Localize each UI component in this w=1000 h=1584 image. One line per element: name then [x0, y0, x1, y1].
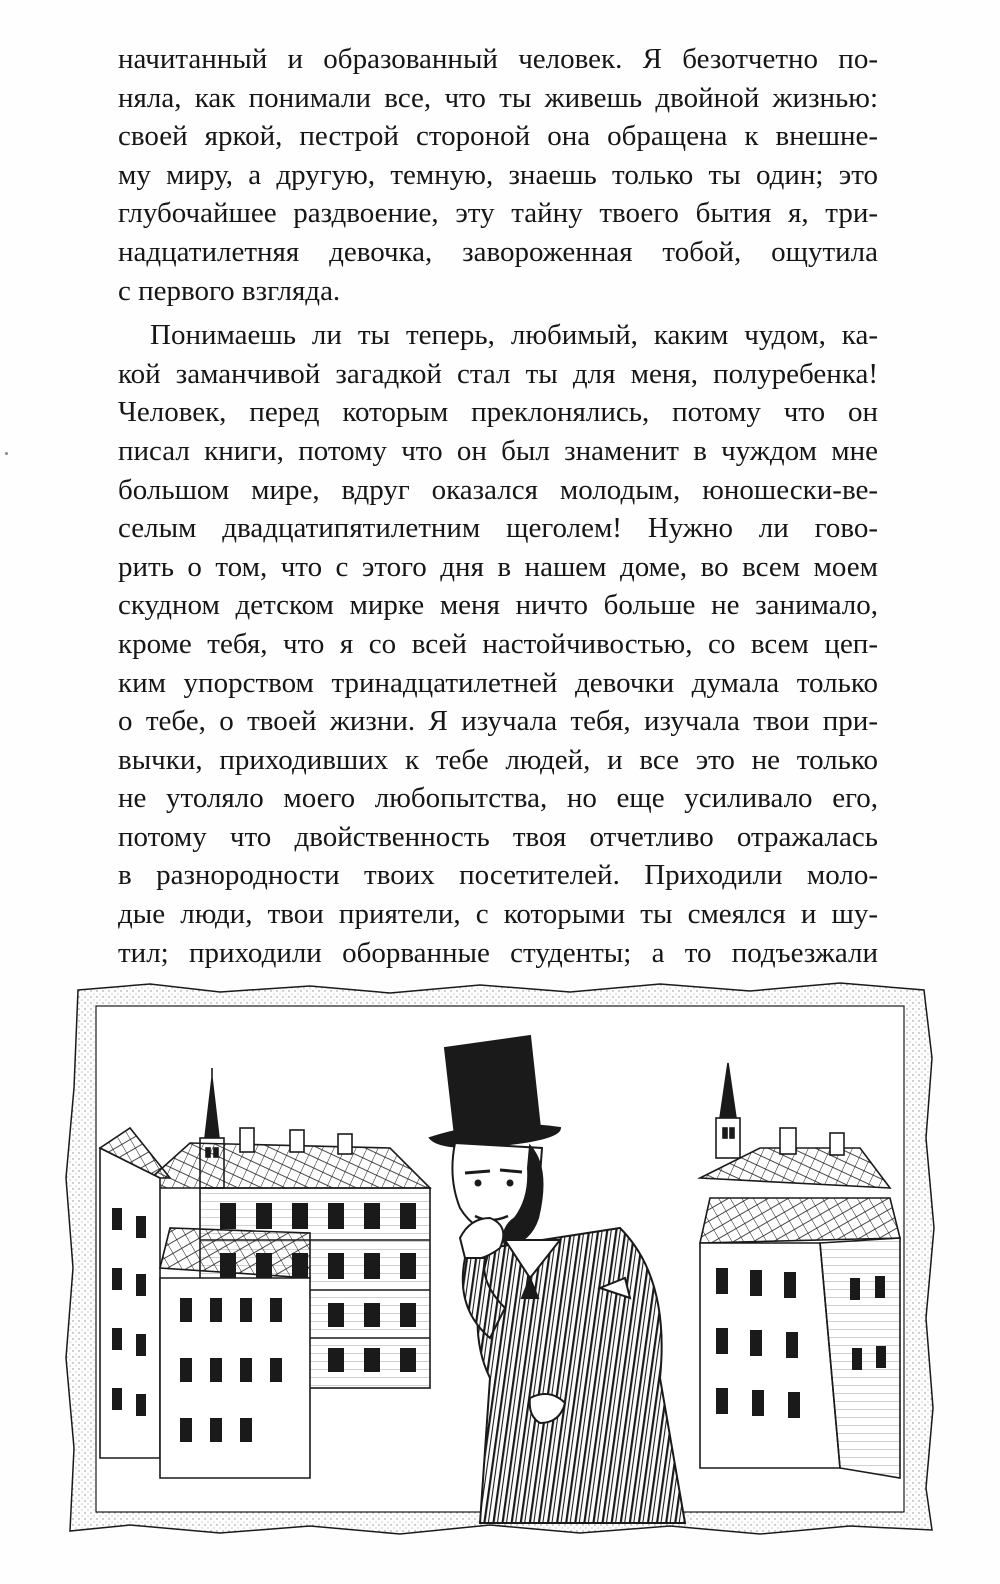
text-line: надцатилетняя девочка, завороженная тобой, ощутила [118, 235, 878, 268]
page-text-block [118, 40, 878, 972]
text-line: с первого взгляда. [118, 274, 341, 307]
text-line: скудном детском мирке меня ничто больше не занимало, [118, 589, 878, 622]
text-line: рить о том, что с этого дня в нашем доме, во всем моем [118, 550, 878, 583]
text-line: кроме тебя, что я со всей настойчивостью, со всем цеп- [118, 627, 878, 660]
scan-speck [5, 452, 8, 455]
illustration-svg [60, 978, 940, 1538]
text-line: ким упорством тринадцатилетней девочки думала только [118, 666, 878, 699]
text-line: Человек, перед которым преклонялись, потому что он [118, 396, 878, 429]
text-line: тил; приходили оборванные студенты; а то подъезжали [118, 936, 878, 969]
text-line: вычки, приходивших к тебе людей, и все это не только [118, 743, 878, 776]
text-line: глубочайшее раздвоение, эту тайну твоего бытия я, три- [118, 197, 878, 230]
text-line: му миру, а другую, темную, знаешь только ты один; это [118, 158, 878, 191]
text-line: писал книги, потому что он был знаменит в чуждом мне [118, 434, 878, 467]
paragraph-2 [118, 316, 878, 972]
text-line: кой заманчивой загадкой стал ты для меня, полуребенка! [118, 357, 878, 390]
text-line: большом мире, вдруг оказался молодым, юношески-ве- [118, 473, 878, 506]
text-line: начитанный и образованный человек. Я безотчетно по- [118, 43, 878, 75]
text-line: потому что двойственность твоя отчетливо отражалась [118, 820, 878, 853]
text-line: своей яркой, пестрой стороной она обращена к внешне- [118, 120, 878, 153]
text-line: няла, как понимали все, что ты живешь двойной жизнью: [118, 81, 878, 114]
text-line: селым двадцатипятилетним щеголем! Нужно ли гово- [118, 512, 878, 545]
engraving-illustration [60, 978, 940, 1538]
text-line: дые люди, твои приятели, с которыми ты смеялся и шу- [118, 898, 878, 931]
text-line: не утоляло моего любопытства, но еще усиливало его, [118, 782, 878, 815]
paragraph-1 [118, 40, 878, 310]
text-line: о тебе, о твоей жизни. Я изучала тебя, изучала твои при- [118, 705, 878, 738]
text-line: в разнородности твоих посетителей. Приходили моло- [118, 859, 878, 892]
text-line: Понимаешь ли ты теперь, любимый, каким чудом, ка- [150, 319, 878, 352]
